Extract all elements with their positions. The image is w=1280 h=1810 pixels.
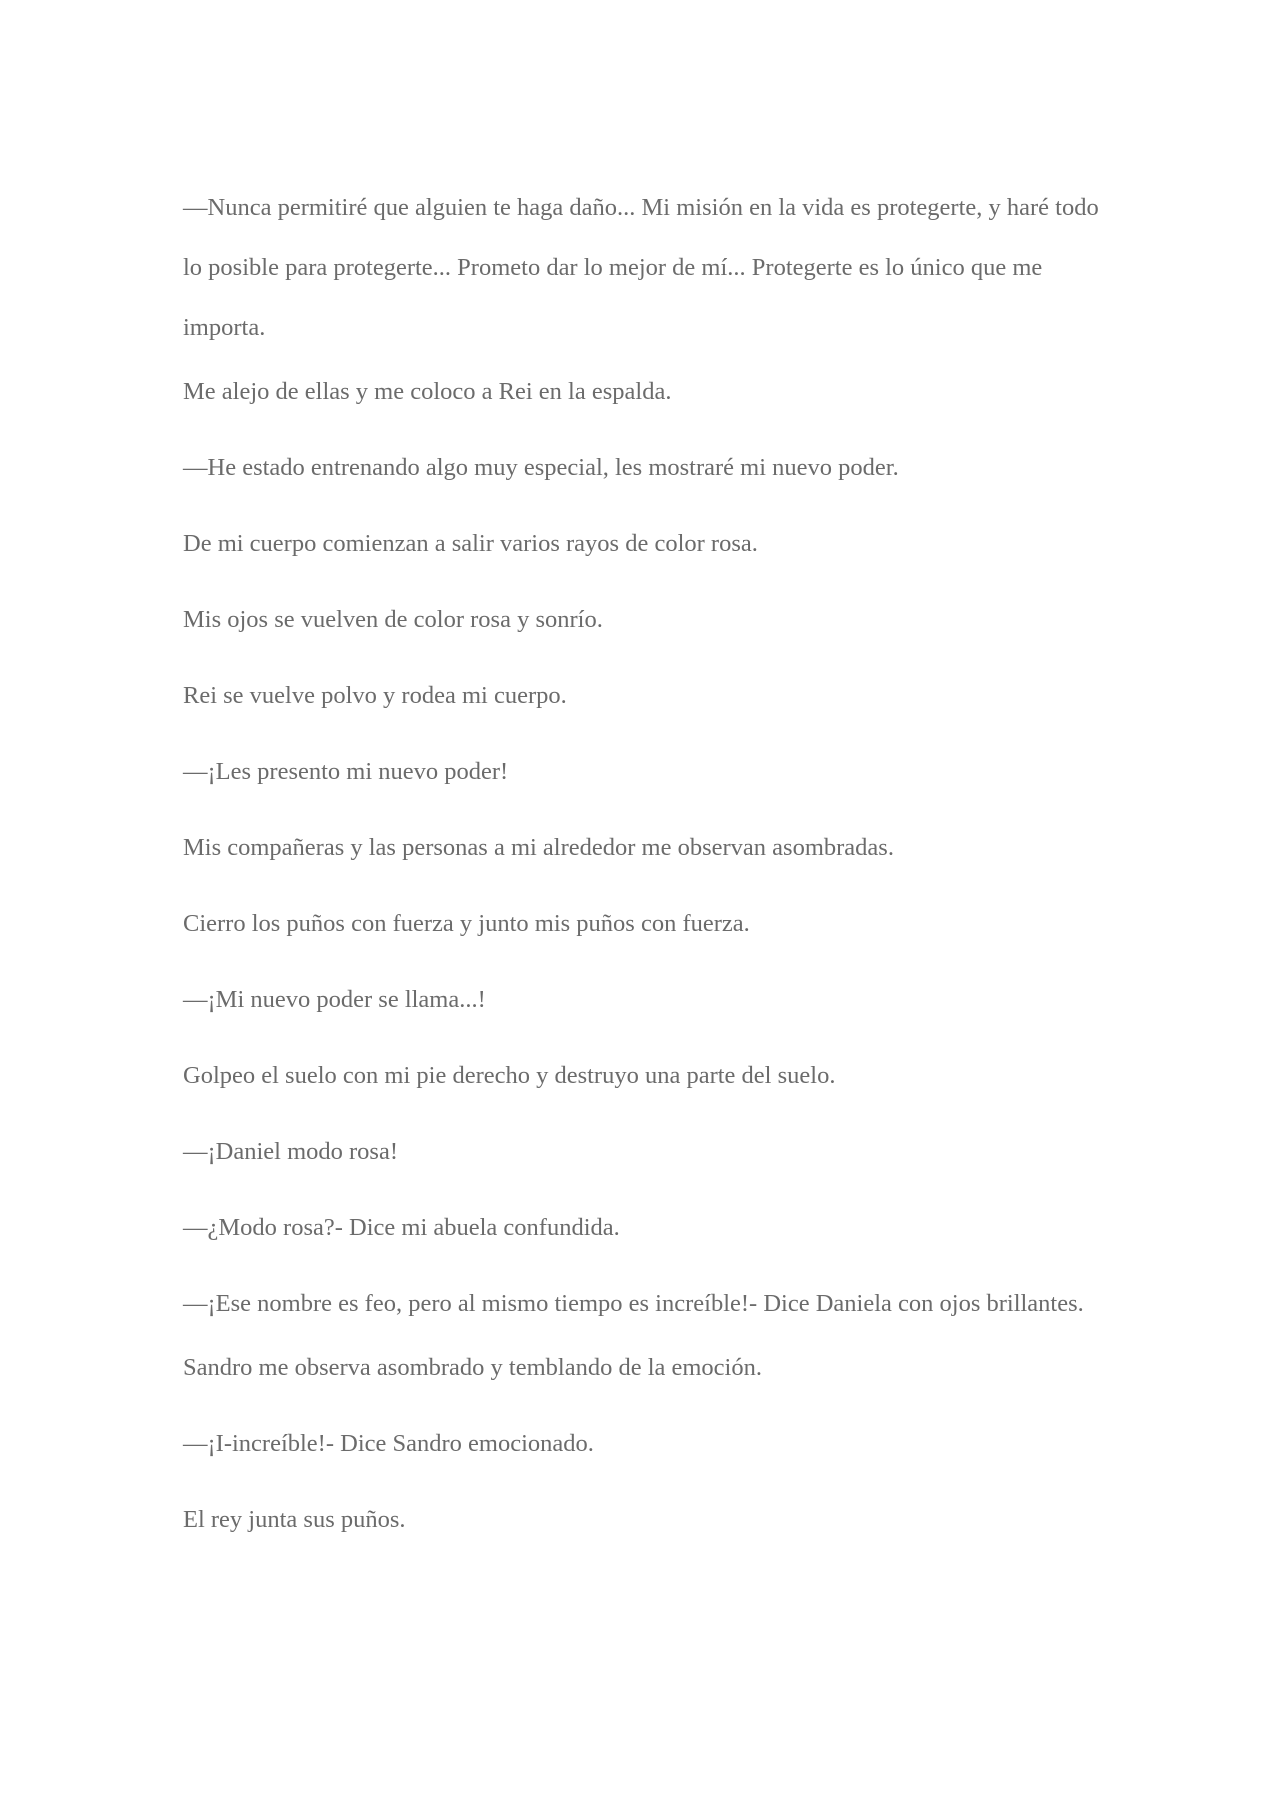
paragraph: —¡Les presento mi nuevo poder! bbox=[183, 758, 509, 785]
paragraph: Mis ojos se vuelven de color rosa y sonrío. bbox=[183, 606, 603, 633]
paragraph: Golpeo el suelo con mi pie derecho y destruyo una parte del suelo. bbox=[183, 1062, 836, 1089]
paragraph: Rei se vuelve polvo y rodea mi cuerpo. bbox=[183, 682, 567, 709]
paragraph: —He estado entrenando algo muy especial, les mostraré mi nuevo poder. bbox=[183, 454, 899, 481]
paragraph: —¡Mi nuevo poder se llama...! bbox=[183, 986, 486, 1013]
paragraph: Cierro los puños con fuerza y junto mis puños con fuerza. bbox=[183, 910, 750, 937]
paragraph: —Nunca permitiré que alguien te haga daño... Mi misión en la vida es protegerte, y haré todo lo posible para protegerte... Prometo dar lo mejor de mí... Protegerte es lo único que me importa. bbox=[183, 194, 1099, 341]
paragraph: Me alejo de ellas y me coloco a Rei en la espalda. bbox=[183, 378, 672, 405]
paragraph: —¿Modo rosa?- Dice mi abuela confundida. bbox=[183, 1214, 620, 1241]
paragraph: Mis compañeras y las personas a mi alrededor me observan asombradas. bbox=[183, 834, 894, 861]
paragraph: —¡Daniel modo rosa! bbox=[183, 1138, 398, 1165]
paragraph: El rey junta sus puños. bbox=[183, 1506, 406, 1533]
paragraph: —¡I-increíble!- Dice Sandro emocionado. bbox=[183, 1430, 594, 1457]
document-body bbox=[183, 178, 1103, 1566]
paragraph: —¡Ese nombre es feo, pero al mismo tiempo es increíble!- Dice Daniela con ojos brillantes. bbox=[183, 1290, 1084, 1317]
paragraph: De mi cuerpo comienzan a salir varios rayos de color rosa. bbox=[183, 530, 758, 557]
paragraph: Sandro me observa asombrado y temblando de la emoción. bbox=[183, 1354, 762, 1381]
